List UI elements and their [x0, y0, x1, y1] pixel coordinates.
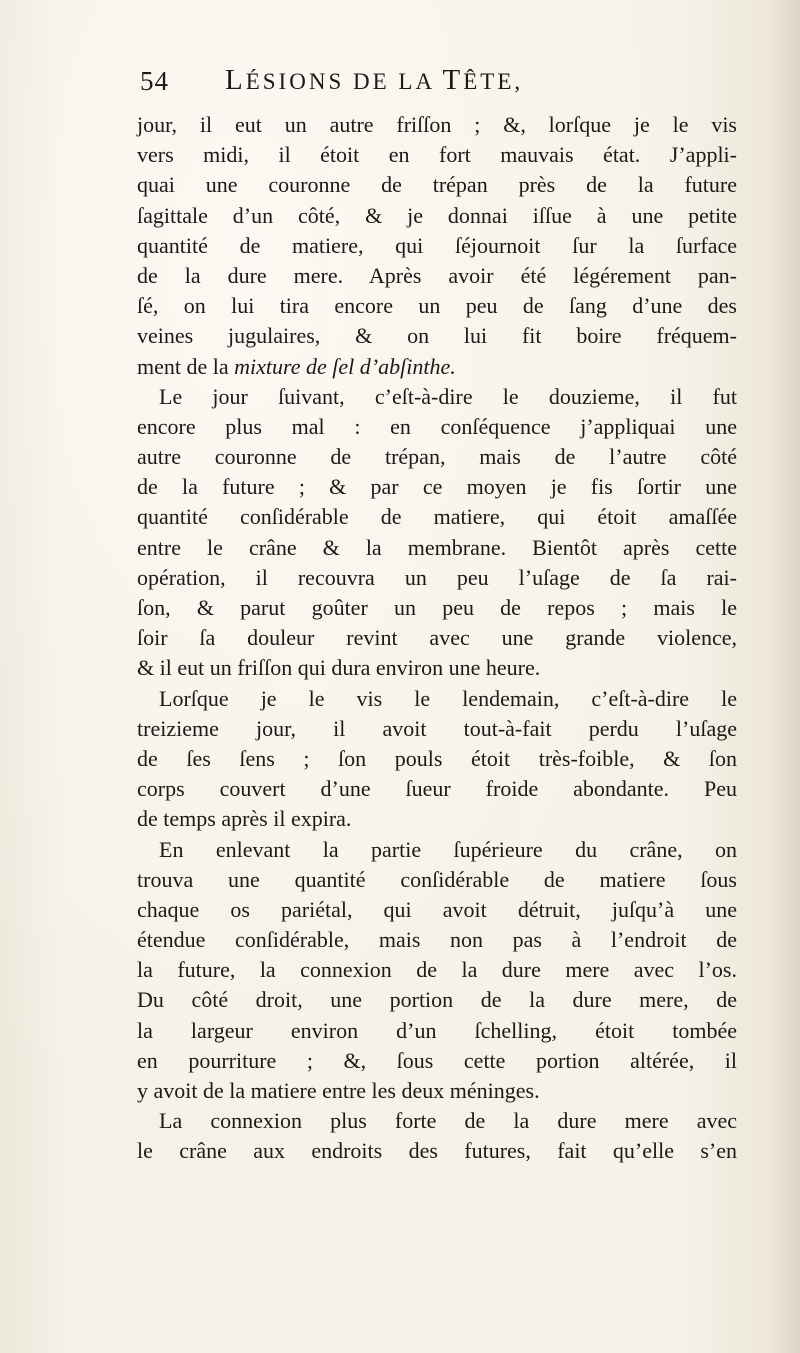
page-number: 54	[140, 66, 169, 96]
text-line: veines jugulaires, & on lui fit boire fréquem-	[137, 323, 737, 349]
text-line: de la dure mere. Après avoir été légérement pan-	[137, 262, 737, 288]
text-line: corps couvert d’une ſueur froide abondante. Peu	[137, 776, 737, 802]
text-line: trouva une quantité conſidérable de matiere ſous	[137, 866, 737, 892]
text-line: le crâne aux endroits des futures, fait qu’elle s’en	[137, 1138, 737, 1164]
text-line: Du côté droit, une portion de la dure mere, de	[137, 987, 737, 1013]
page-edge-shadow	[770, 0, 800, 1353]
text-line: chaque os pariétal, qui avoit détruit, juſqu’à une	[137, 896, 737, 922]
text-line: de ſes ſens ; ſon pouls étoit très-foible, & ſon	[137, 745, 737, 771]
page-header	[140, 64, 700, 104]
text-line: quantité conſidérable de matiere, qui étoit amaſſée	[137, 504, 737, 530]
text-line: & il eut un friſſon qui dura environ une heure.	[137, 655, 541, 681]
text-line: ment de la mixture de ſel d’abſinthe.	[137, 353, 456, 379]
text-line: opération, il recouvra un peu l’uſage de ſa rai-	[137, 564, 737, 590]
text-line: encore plus mal : en conſéquence j’appliquai une	[137, 413, 737, 439]
body-text	[137, 110, 737, 1167]
text-line: ſoir ſa douleur revint avec une grande violence,	[137, 625, 737, 651]
text-line: ſagittale d’un côté, & je donnai iſſue à une petite	[137, 202, 737, 228]
text-line: quai une couronne de trépan près de la future	[137, 172, 737, 198]
text-line: de temps après il expira.	[137, 806, 352, 832]
text-line: de la future ; & par ce moyen je fis ſortir une	[137, 474, 737, 500]
text-line: étendue conſidérable, mais non pas à l’endroit de	[137, 927, 737, 953]
paragraph-start: En enlevant la partie ſupérieure du crâne, on	[159, 836, 737, 862]
text-line: jour, il eut un autre friſſon ; &, lorſque je le vis	[137, 112, 737, 137]
paragraph-start: Le jour ſuivant, c’eſt-à-dire le douzieme, il fut	[159, 383, 737, 409]
text-line: en pourriture ; &, ſous cette portion altérée, il	[137, 1047, 737, 1073]
text-line: ſon, & parut goûter un peu de repos ; mais le	[137, 595, 737, 620]
text-line: ſé, on lui tira encore un peu de ſang d’une des	[137, 293, 737, 319]
text-line: y avoit de la matiere entre les deux méninges.	[137, 1078, 540, 1103]
text-line: vers midi, il étoit en fort mauvais état. J’appli-	[137, 142, 737, 168]
running-title: LÉSIONS DE LA TÊTE,	[225, 64, 524, 96]
text-line: entre le crâne & la membrane. Bientôt après cette	[137, 534, 737, 560]
text-line: autre couronne de trépan, mais de l’autre côté	[137, 444, 737, 470]
text-line: la largeur environ d’un ſchelling, étoit tombée	[137, 1017, 737, 1043]
text-line: quantité de matiere, qui ſéjournoit ſur la ſurface	[137, 232, 737, 258]
text-line: la future, la connexion de la dure mere avec l’os.	[137, 957, 737, 983]
paragraph-start: Lorſque je le vis le lendemain, c’eſt-à-dire le	[159, 685, 737, 711]
paragraph-start: La connexion plus forte de la dure mere avec	[159, 1108, 737, 1134]
italic-phrase: mixture de ſel d’abſinthe.	[234, 353, 456, 379]
text-line: treizieme jour, il avoit tout-à-fait perdu l’uſage	[137, 715, 737, 741]
